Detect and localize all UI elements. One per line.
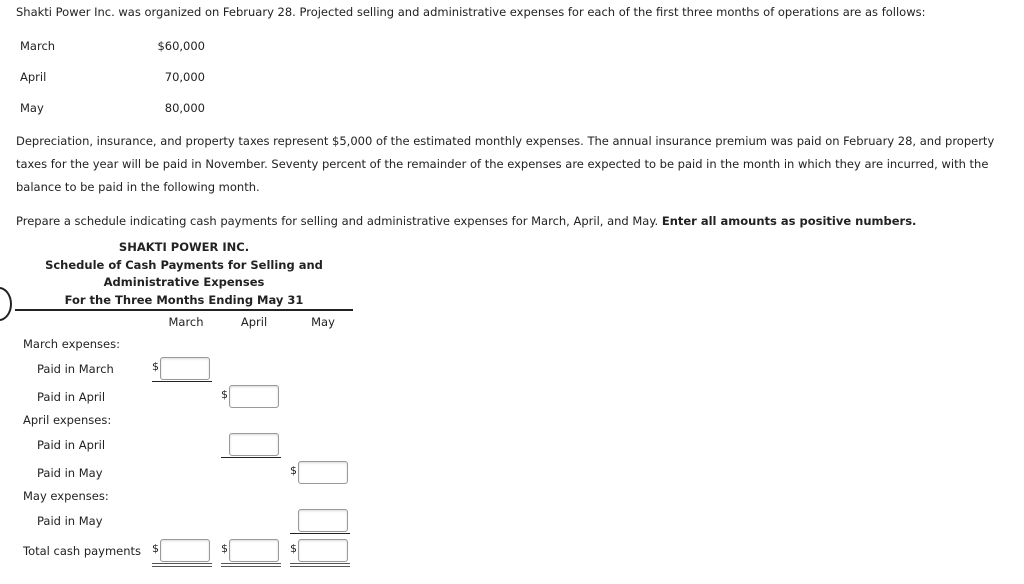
instruction [16, 214, 916, 228]
row-label: Paid in May [37, 514, 103, 528]
dollar-sign: $ [152, 360, 159, 373]
instruction-bold: Enter all amounts as positive numbers. [661, 214, 917, 228]
row-label: May expenses: [23, 489, 109, 503]
may-paid-in-may-input[interactable] [298, 509, 348, 532]
subtotal-rule [152, 381, 212, 382]
dollar-sign: $ [221, 542, 228, 555]
row-label: Total cash payments [23, 544, 142, 558]
expense-amount: $60,000 [157, 39, 205, 53]
total-double-rule [290, 563, 350, 567]
row-label: Paid in April [37, 438, 106, 452]
paragraph-line: Depreciation, insurance, and property taxes represent $5,000 of the estimated monthly expenses. The annual insurance premium was paid on February 28, and property [16, 134, 995, 148]
column-header-march: March [168, 315, 204, 329]
total-double-rule [221, 563, 281, 567]
subtotal-rule [290, 533, 350, 534]
expense-amount: 80,000 [164, 101, 205, 115]
schedule-title-cont: Administrative Expenses [103, 275, 265, 289]
row-label: Paid in May [37, 466, 103, 480]
total-may-input[interactable] [298, 539, 348, 562]
expense-month: March [20, 39, 56, 53]
paragraph-line: taxes for the year will be paid in November. Seventy percent of the remainder of the expenses are expected to be paid in the month in which they are incurred, with the [16, 157, 989, 171]
problem-intro: Shakti Power Inc. was organized on February 28. Projected selling and administrative expenses for each of the first three months of operations are as follows: [16, 5, 926, 19]
column-header-april: April [240, 315, 268, 329]
dollar-sign: $ [290, 542, 297, 555]
expense-month: April [20, 70, 47, 84]
subtotal-rule [221, 457, 281, 458]
total-double-rule [152, 563, 212, 567]
header-rule [15, 309, 353, 311]
circle-marker-icon [0, 287, 12, 321]
row-label: Paid in April [37, 390, 106, 404]
dollar-sign: $ [221, 388, 228, 401]
paragraph-line: balance to be paid in the following month. [16, 180, 260, 194]
dollar-sign: $ [152, 542, 159, 555]
march-paid-in-march-input[interactable] [160, 357, 210, 380]
dollar-sign: $ [290, 464, 297, 477]
april-paid-in-may-input[interactable] [298, 461, 348, 484]
column-header-may: May [311, 315, 335, 329]
total-april-input[interactable] [229, 539, 279, 562]
schedule-period: For the Three Months Ending May 31 [64, 293, 304, 307]
april-paid-in-april-input[interactable] [229, 433, 279, 456]
row-label: March expenses: [23, 337, 120, 351]
expense-amount: 70,000 [164, 70, 205, 84]
row-label: April expenses: [23, 413, 112, 427]
instruction-text: Prepare a schedule indicating cash payments for selling and administrative expenses for March, April, and May. [16, 214, 659, 228]
schedule-company: SHAKTI POWER INC. [118, 240, 250, 254]
row-label: Paid in March [37, 362, 114, 376]
total-march-input[interactable] [160, 539, 210, 562]
schedule-title: Schedule of Cash Payments for Selling and [45, 258, 323, 272]
march-paid-in-april-input[interactable] [229, 385, 279, 408]
expense-month: May [20, 101, 44, 115]
